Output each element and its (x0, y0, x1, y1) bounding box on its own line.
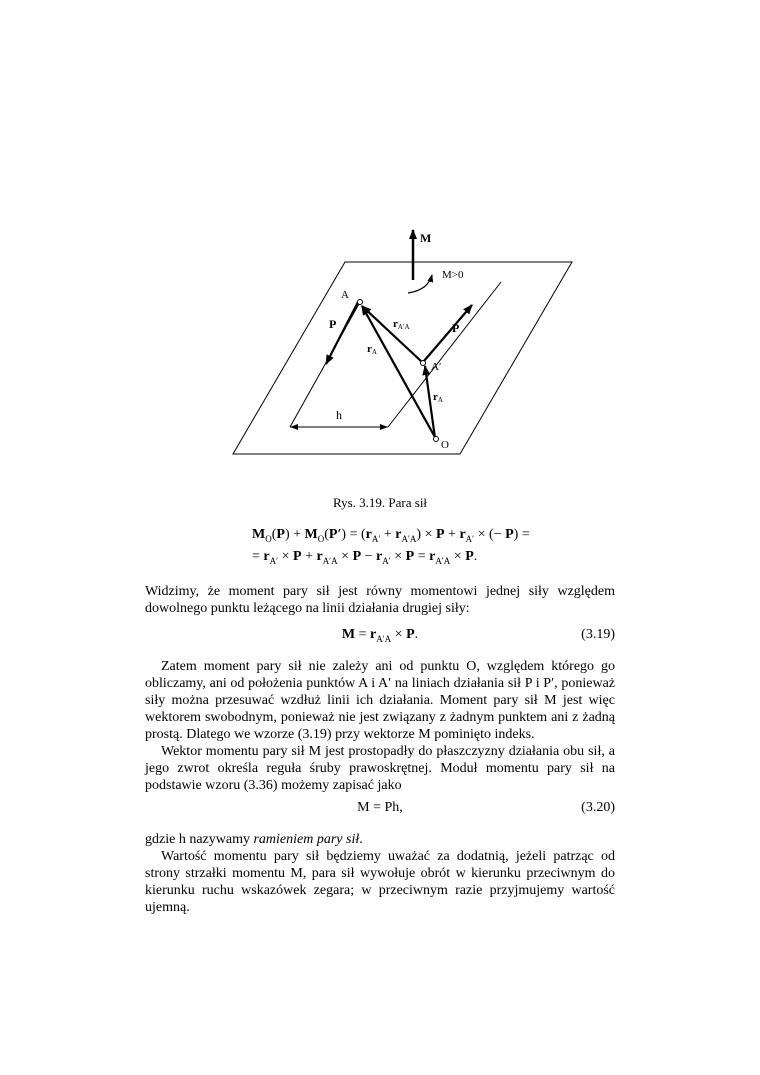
equation-3-19-body: $M = r_{A'A} \times P$. (341, 627, 419, 644)
point-O (434, 437, 439, 442)
arm-definition-term: ramieniem pary sił (253, 832, 360, 847)
label-h: h (336, 408, 342, 422)
label-M: M (420, 231, 432, 245)
figure-caption: Rys. 3.19. Para sił (332, 495, 428, 510)
point-A (358, 300, 363, 305)
equation-3-20-body: M = Ph, (357, 800, 403, 815)
label-M-positive: M>0 (442, 269, 464, 281)
paragraph-sign-convention: Wartość momentu pary sił będziemy uważać za dodatnią, jeżeli patrząc od strony strzałki momentu M, para sił wywołuje obrót w kierunku przeciwnym do kierunku ruchu wskazówek zegara; w przeciwnym razie przyjmujemy wartość ujemną. (145, 849, 615, 915)
paragraph-intro: Widzimy, że moment pary sił jest równy momentowi jednej siły względem dowolnego punktu leżącego na linii działania drugiej siły: (145, 584, 615, 616)
equation-3-20 (145, 800, 615, 818)
paragraph-free-vector: Zatem moment pary sił nie zależy ani od punktu O, względem którego go obliczamy, ani od położenia punktów A i A′ na liniach działania sił P i P′, ponieważ siły można przesuwać wzdłuż linii ich działania. Moment pary sił M jest więc wektorem swobodnym, ponieważ nie jest związany z żadnym punktem ani z żadną prostą. Dlatego we wzorze (3.19) przy wektorze M pominięto indeks. (145, 659, 615, 742)
force-P-prime (424, 305, 472, 361)
plane (233, 262, 572, 454)
equation-derivation-line2: = $r_{A'} \times P + r_{A'A} \times P - r_{A'} \times P = r_{A'A} \times P$. (252, 549, 478, 566)
paragraph-arm-definition (145, 831, 615, 848)
label-r-AprimeA: rA′A (393, 318, 410, 331)
label-P-left: P (329, 317, 337, 331)
point-A-prime (421, 361, 426, 366)
force-couple-figure (200, 220, 620, 470)
label-r-A-lower: rA (433, 391, 443, 404)
equation-3-19-number: (3.19) (581, 627, 615, 642)
rotation-arrow (408, 275, 432, 293)
equation-3-20-number: (3.20) (581, 800, 615, 815)
equation-derivation-line1: $M_O(P) + M_O(P') = (r_{A'} + r_{A'A}) \times P + r_{A'}$ × (− P) = (252, 527, 530, 544)
label-P-right: P (452, 321, 460, 335)
line-of-action-P-prime (388, 282, 501, 427)
label-O: O (441, 439, 449, 451)
arm-definition-prefix: gdzie h nazywamy (145, 832, 254, 847)
arm-h-arrowhead-right (380, 424, 388, 430)
label-r-A-upper: rA (367, 343, 377, 356)
label-A-prime: A′ (431, 361, 442, 373)
force-P (326, 302, 358, 364)
label-A: A (341, 289, 349, 301)
equation-3-19 (145, 627, 615, 645)
paragraph-perpendicular: Wektor momentu pary sił M jest prostopadły do płaszczyzny działania obu sił, a jego zwrot określa reguła śruby prawoskrętnej. Moduł momentu pary sił na podstawie wzoru (3.36) możemy zapisać jako (145, 744, 615, 793)
arm-definition-suffix: . (359, 832, 363, 847)
